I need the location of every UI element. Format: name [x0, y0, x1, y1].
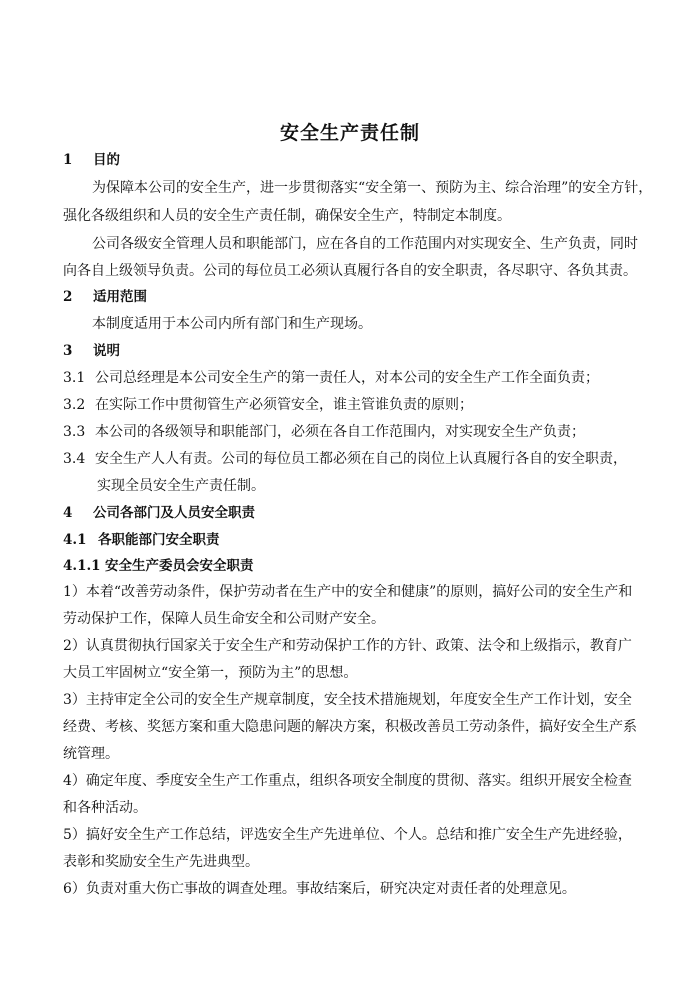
section-1-heading — [63, 150, 120, 170]
document-title: 安全生产责任制 — [279, 122, 420, 144]
duty-line: 1）本着“改善劳动条件，保护劳动者在生产中的安全和健康”的原则，搞好公司的安全生产和 — [63, 584, 633, 600]
paragraph-line: 向各自上级领导负责。公司的每位员工必须认真履行各自的安全职责，各尽职守、各负其责。 — [63, 263, 637, 279]
item-number: 3.3 — [63, 424, 86, 440]
duty-line: 表彰和奖励安全生产先进典型。 — [63, 854, 259, 870]
section-title: 说明 — [93, 343, 120, 359]
section-number: 4 — [63, 505, 73, 521]
item-number: 3.1 — [63, 370, 86, 386]
section-title: 适用范围 — [93, 289, 147, 305]
duty-line: 和各种活动。 — [63, 800, 147, 816]
paragraph-line: 本制度适用于本公司内所有部门和生产现场。 — [92, 316, 372, 332]
subsection-4-1-1-heading — [63, 556, 254, 576]
item-text: 在实际工作中贯彻管生产必须管安全，谁主管谁负责的原则； — [95, 397, 473, 413]
duty-line: 3）主持审定全公司的安全生产规章制度，安全技术措施规划，年度安全生产工作计划，安全 — [63, 692, 632, 708]
paragraph-line: 公司各级安全管理人员和职能部门，应在各自的工作范围内对实现安全、生产负责，同时 — [92, 236, 638, 252]
section-4-heading — [63, 503, 255, 523]
section-number: 1 — [63, 152, 73, 168]
paragraph-line: 强化各级组织和人员的安全生产责任制，确保安全生产，特制定本制度。 — [63, 208, 511, 224]
section-title: 公司各部门及人员安全职责 — [93, 505, 255, 521]
item-continuation: 实现全员安全生产责任制。 — [97, 478, 265, 494]
paragraph-line: 为保障本公司的安全生产，进一步贯彻落实“安全第一、预防为主、综合治理”的安全方针， — [92, 180, 653, 196]
list-item — [63, 422, 585, 442]
subsection-4-1-heading — [63, 530, 220, 550]
section-number: 3 — [63, 343, 73, 359]
duty-line: 统管理。 — [63, 746, 119, 762]
item-number: 3.4 — [63, 451, 86, 467]
duty-line: 经费、考核、奖惩方案和重大隐患问题的解决方案，积极改善员工劳动条件，搞好安全生产系 — [63, 719, 637, 735]
section-title: 目的 — [93, 152, 120, 168]
duty-line: 6）负责对重大伤亡事故的调查处理。事故结案后，研究决定对责任者的处理意见。 — [63, 881, 576, 897]
section-3-heading — [63, 341, 120, 361]
subsection-number: 4.1.1 — [63, 558, 101, 574]
duty-line: 5）搞好安全生产工作总结，评选安全生产先进单位、个人。总结和推广安全生产先进经验， — [63, 827, 632, 843]
section-number: 2 — [63, 289, 73, 305]
list-item — [63, 395, 473, 415]
list-item — [63, 449, 627, 469]
section-2-heading — [63, 287, 147, 307]
duty-line: 大员工牢固树立“安全第一，预防为主”的思想。 — [63, 665, 358, 681]
item-text: 本公司的各级领导和职能部门，必须在各自工作范围内，对实现安全生产负责； — [95, 424, 585, 440]
subsection-title: 各职能部门安全职责 — [98, 532, 220, 548]
item-text: 安全生产人人有责。公司的每位员工都必须在自己的岗位上认真履行各自的安全职责， — [95, 451, 627, 467]
subsection-number: 4.1 — [63, 532, 87, 548]
subsection-title: 安全生产委员会安全职责 — [105, 558, 254, 574]
duty-line: 2）认真贯彻执行国家关于安全生产和劳动保护工作的方针、政策、法令和上级指示，教育广 — [63, 638, 632, 654]
item-number: 3.2 — [63, 397, 86, 413]
item-text: 公司总经理是本公司安全生产的第一责任人，对本公司的安全生产工作全面负责； — [95, 370, 599, 386]
duty-line: 4）确定年度、季度安全生产工作重点，组织各项安全制度的贯彻、落实。组织开展安全检查 — [63, 773, 632, 789]
duty-line: 劳动保护工作，保障人员生命安全和公司财产安全。 — [63, 611, 385, 627]
list-item — [63, 368, 599, 388]
